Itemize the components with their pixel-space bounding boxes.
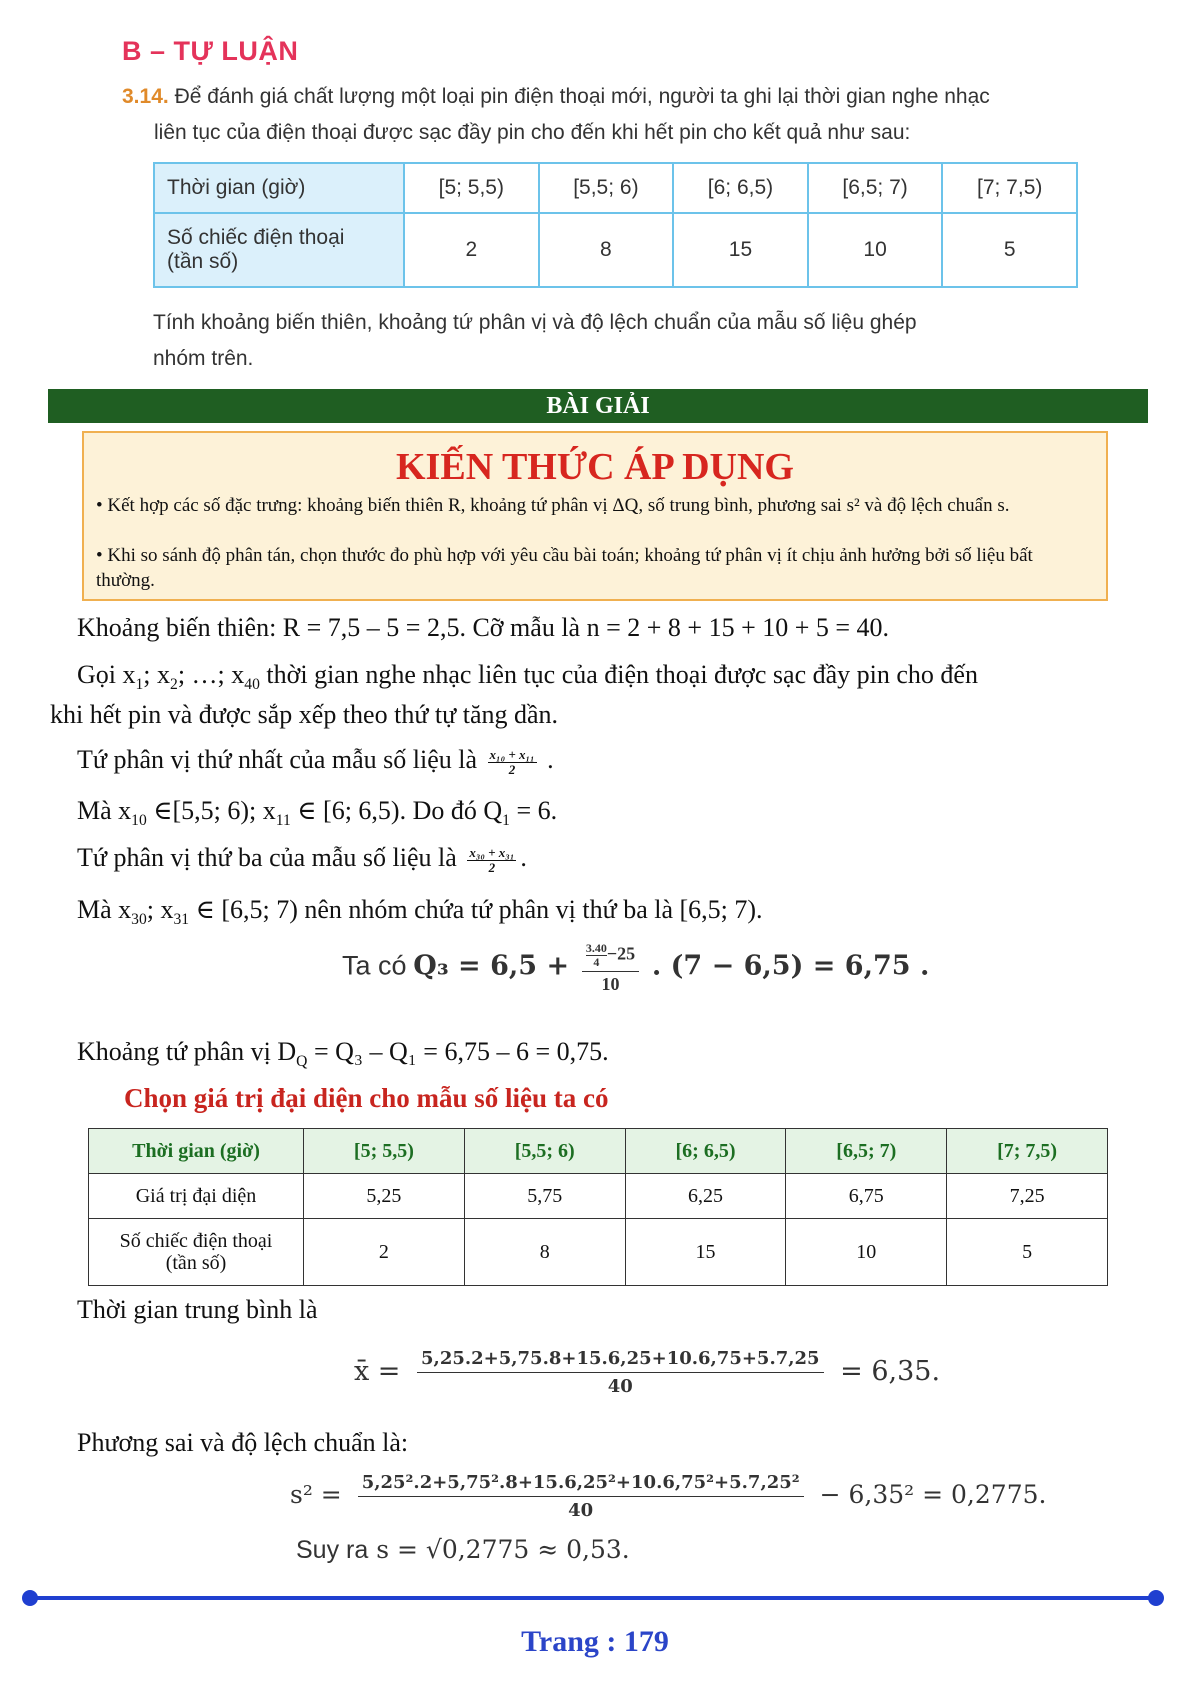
table-header-frequency-line-1: Số chiếc điện thoại xyxy=(167,226,345,249)
table-cell: [5,5; 6) xyxy=(539,163,674,213)
problem-text-1: Để đánh giá chất lượng một loại pin điện thoại mới, người ta ghi lại thời gian nghe nhạc xyxy=(174,85,990,108)
knowledge-bullet-2: • Khi so sánh độ phân tán, chọn thước đo phù hợp với yêu cầu bài toán; khoảng tứ phân vị ít chịu ảnh hưởng bởi số liệu bất thường. xyxy=(96,545,1033,591)
q3-fraction-bottom: 2 xyxy=(488,859,496,875)
mean-intro: Thời gian trung bình là xyxy=(77,1295,318,1324)
table-cell: [5,5; 6) xyxy=(464,1129,625,1174)
q3-group-line: Mà $x_{30}$; $x_{31}$ ∈ [6,5; 7) nên nhóm chứa tứ phân vị thứ ba là [6,5; 7). xyxy=(77,895,763,929)
representative-heading: Chọn giá trị đại diện cho mẫu số liệu ta có xyxy=(124,1083,609,1113)
table-row xyxy=(89,1174,1108,1219)
table-header-frequency: Số chiếc điện thoại (tần số) xyxy=(89,1219,304,1286)
q3-formula-fraction: $\frac{\frac{3.40}{4}-25}{10}$ xyxy=(582,942,639,995)
iqr-line: Khoảng tứ phân vị $D_Q = Q_3 - Q_1 = 6,75 - 6 = 0,75$. xyxy=(77,1037,609,1071)
task-text xyxy=(153,305,1083,377)
q3-formula: Ta có Q₃ = 6,5 + $\frac{\frac{3.40}{4}-25}{10}$ . (7 − 6,5) = 6,75 . xyxy=(342,941,930,994)
table-cell: 6,75 xyxy=(786,1174,947,1219)
solution-banner: BÀI GIẢI xyxy=(48,389,1148,423)
table-header-representative: Giá trị đại diện xyxy=(89,1174,304,1219)
table-cell: [5; 5,5) xyxy=(304,1129,465,1174)
table-cell: [6,5; 7) xyxy=(786,1129,947,1174)
table-cell: [6,5; 7) xyxy=(808,163,943,213)
q3-fraction-top: x₃₀ + x₃₁ xyxy=(469,844,515,860)
table-cell: 5 xyxy=(942,213,1077,287)
goi-line-1: Gọi $x_1$; $x_2$; …; $x_{40}$ thời gian nghe nhạc liên tục của điện thoại được sạc đầy pin cho đến xyxy=(77,660,978,694)
variance-formula: s² = $\frac{\text{5,25².2+5,75².8+15.6,25²+10.6,75²+5.7,25²}}{40}$ − 6,35² = 0,2775. xyxy=(290,1472,1047,1521)
sd-formula: Suy ra s = √0,2775 ≈ 0,53. xyxy=(296,1535,630,1564)
q1-intro-line: Tứ phân vị thứ nhất của mẫu số liệu là $\frac{\text{x₁₀ + x₁₁}}{2}$ . xyxy=(77,745,554,777)
table-header-time: Thời gian (giờ) xyxy=(154,163,404,213)
problem-text-2: liên tục của điện thoại được sạc đầy pin cho đến khi hết pin cho kết quả như sau: xyxy=(154,121,911,144)
q1-fraction-bottom: 2 xyxy=(508,761,516,777)
table-cell: [6; 6,5) xyxy=(625,1129,786,1174)
table-row xyxy=(154,163,1077,213)
table-cell: [7; 7,5) xyxy=(947,1129,1108,1174)
table-header-frequency-line-2: (tần số) xyxy=(167,250,239,273)
table-cell: 15 xyxy=(625,1219,786,1286)
mean-formula: x̄ = $\frac{5,25.2+5,75.8+15.6,25+10.6,75+5.7,25}{40}$ = 6,35. xyxy=(354,1348,941,1397)
task-text-2: nhóm trên. xyxy=(153,347,254,370)
table-row xyxy=(89,1129,1108,1174)
footer-dot-left xyxy=(22,1590,38,1606)
table-cell: [6; 6,5) xyxy=(673,163,808,213)
table-cell: 5,75 xyxy=(464,1174,625,1219)
knowledge-title: KIẾN THỨC ÁP DỤNG xyxy=(396,446,794,488)
section-title: B – TỰ LUẬN xyxy=(122,36,299,66)
footer-divider xyxy=(24,1596,1162,1600)
table-cell: [5; 5,5) xyxy=(404,163,539,213)
table-header-frequency xyxy=(154,213,404,287)
table-row xyxy=(154,213,1077,287)
problem-number: 3.14. xyxy=(122,85,169,108)
task-text-1: Tính khoảng biến thiên, khoảng tứ phân vị và độ lệch chuẩn của mẫu số liệu ghép xyxy=(153,311,917,334)
table-cell: 8 xyxy=(464,1219,625,1286)
footer-dot-right xyxy=(1148,1590,1164,1606)
table-header-time: Thời gian (giờ) xyxy=(89,1129,304,1174)
range-line: Khoảng biến thiên: R = 7,5 – 5 = 2,5. Cỡ mẫu là n = 2 + 8 + 15 + 10 + 5 = 40. xyxy=(77,613,890,642)
table-cell: 6,25 xyxy=(625,1174,786,1219)
representative-table xyxy=(88,1128,1108,1286)
frequency-table xyxy=(153,162,1078,288)
q3-fraction xyxy=(467,846,516,875)
page-number: Trang : 179 xyxy=(521,1625,669,1658)
knowledge-box xyxy=(82,431,1108,601)
q3-intro-line: Tứ phân vị thứ ba của mẫu số liệu là $\frac{\text{x₃₀ + x₃₁}}{2}$ . xyxy=(77,843,527,875)
problem-statement xyxy=(122,79,1092,151)
table-row xyxy=(89,1219,1108,1286)
q1-fraction-top: x₁₀ + x₁₁ xyxy=(489,746,535,762)
mean-fraction: $\frac{5,25.2+5,75.8+15.6,25+10.6,75+5.7,25}{40}$ xyxy=(417,1348,824,1397)
table-cell: 15 xyxy=(673,213,808,287)
table-cell: [7; 7,5) xyxy=(942,163,1077,213)
variance-intro: Phương sai và độ lệch chuẩn là: xyxy=(77,1428,409,1457)
table-cell: 5,25 xyxy=(304,1174,465,1219)
variance-fraction: $\frac{\text{5,25².2+5,75².8+15.6,25²+10.6,75²+5.7,25²}}{40}$ xyxy=(358,1472,804,1521)
table-cell: 10 xyxy=(786,1219,947,1286)
knowledge-bullet-1: • Kết hợp các số đặc trưng: khoảng biến thiên R, khoảng tứ phân vị ΔQ, số trung bình, phương sai s² và độ lệch chuẩn s. xyxy=(96,495,1010,516)
table-cell: 2 xyxy=(404,213,539,287)
q1-result-line: Mà $x_{10}$ ∈[5,5; 6); $x_{11}$ ∈ [6; 6,5). Do đó $Q_1 = 6$. xyxy=(77,796,558,830)
goi-line-2: khi hết pin và được sắp xếp theo thứ tự tăng dần. xyxy=(50,700,559,729)
table-cell: 10 xyxy=(808,213,943,287)
table-cell: 8 xyxy=(539,213,674,287)
table-cell: 7,25 xyxy=(947,1174,1108,1219)
q1-fraction xyxy=(488,748,537,777)
table-cell: 2 xyxy=(304,1219,465,1286)
table-cell: 5 xyxy=(947,1219,1108,1286)
